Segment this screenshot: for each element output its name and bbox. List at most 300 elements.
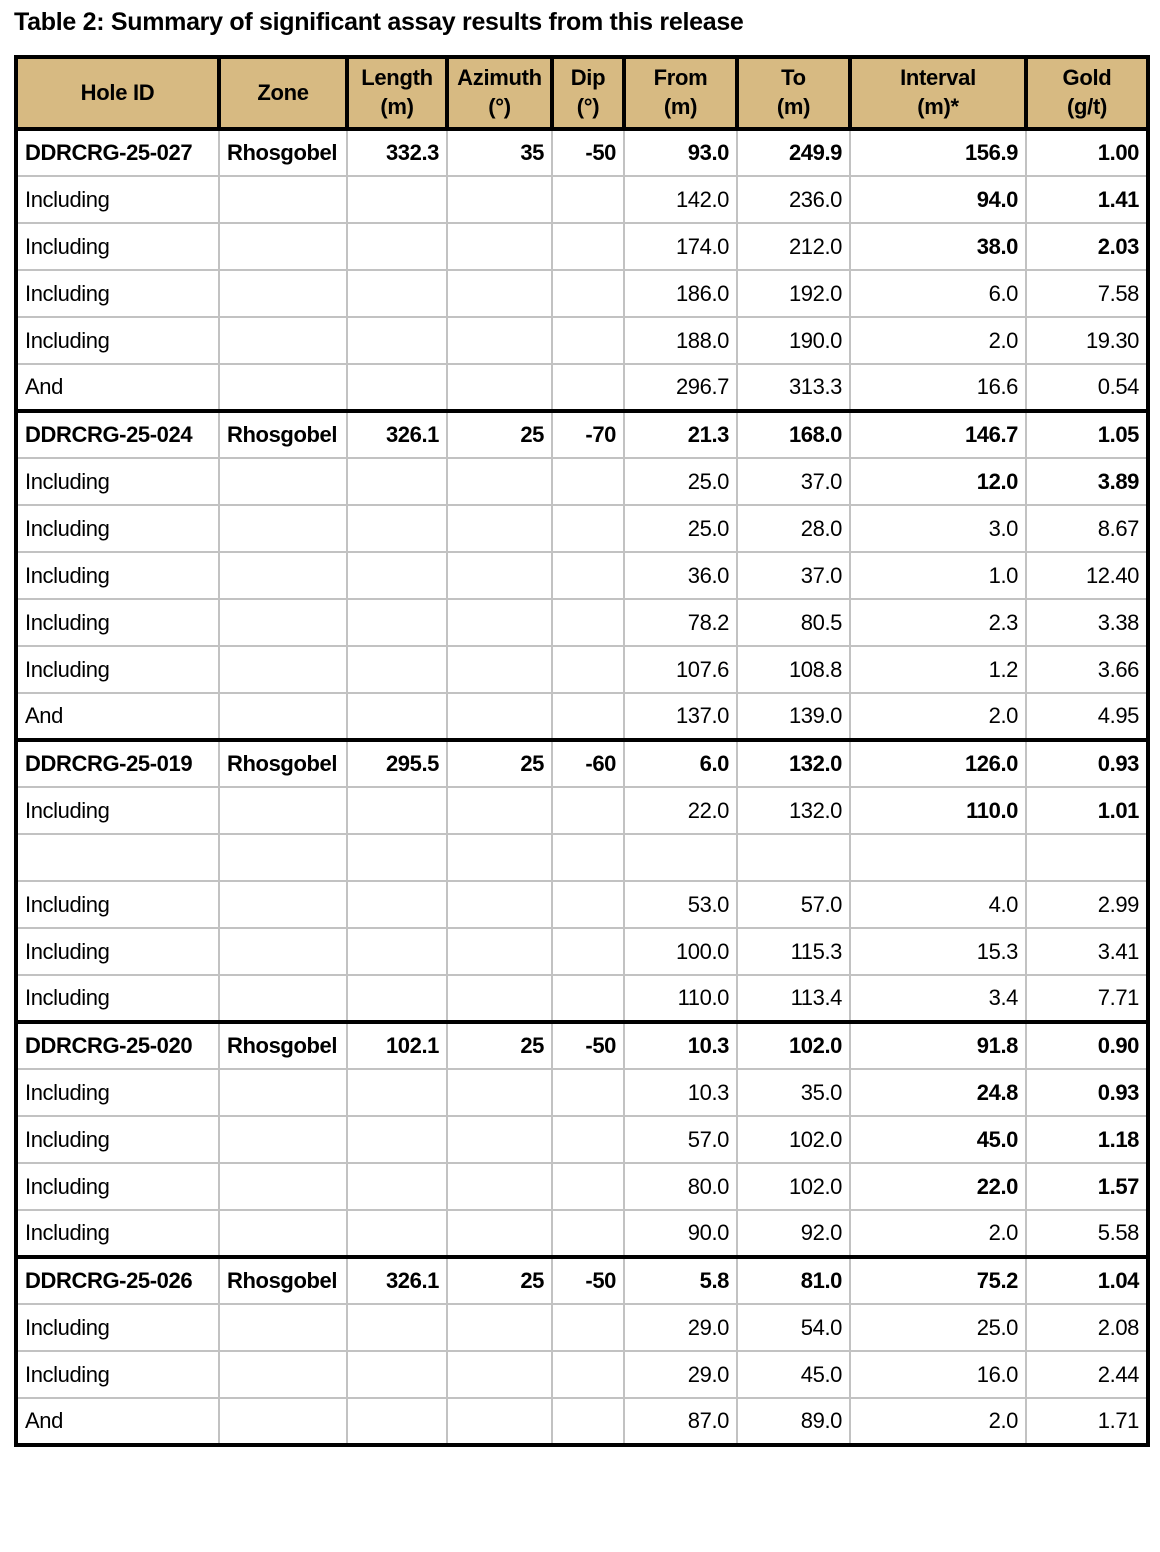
column-header-dip bbox=[552, 57, 624, 129]
cell-hole-id: Including bbox=[16, 505, 219, 552]
header-row bbox=[16, 57, 1148, 129]
cell-length bbox=[347, 1163, 447, 1210]
column-header-label: Dip bbox=[570, 65, 606, 91]
cell-to: 37.0 bbox=[737, 552, 850, 599]
cell-interval: 146.7 bbox=[850, 411, 1026, 458]
interval-row bbox=[16, 928, 1148, 975]
column-header-length bbox=[347, 57, 447, 129]
cell-to: 212.0 bbox=[737, 223, 850, 270]
cell-interval: 2.0 bbox=[850, 1210, 1026, 1257]
cell-gold: 12.40 bbox=[1026, 552, 1148, 599]
cell-zone bbox=[219, 1351, 347, 1398]
cell-azimuth bbox=[447, 552, 552, 599]
cell-hole-id: DDRCRG-25-027 bbox=[16, 129, 219, 176]
cell-to: 89.0 bbox=[737, 1398, 850, 1445]
cell-zone: Rhosgobel bbox=[219, 411, 347, 458]
interval-row bbox=[16, 881, 1148, 928]
interval-row bbox=[16, 1210, 1148, 1257]
interval-row bbox=[16, 975, 1148, 1022]
cell-from: 36.0 bbox=[624, 552, 737, 599]
cell-azimuth bbox=[447, 928, 552, 975]
cell-interval: 156.9 bbox=[850, 129, 1026, 176]
cell-hole-id: Including bbox=[16, 317, 219, 364]
cell-gold: 3.66 bbox=[1026, 646, 1148, 693]
cell-interval: 15.3 bbox=[850, 928, 1026, 975]
cell-length bbox=[347, 1398, 447, 1445]
cell-from: 25.0 bbox=[624, 458, 737, 505]
cell-to: 92.0 bbox=[737, 1210, 850, 1257]
cell-azimuth bbox=[447, 364, 552, 411]
cell-interval: 3.4 bbox=[850, 975, 1026, 1022]
column-header-zone bbox=[219, 57, 347, 129]
cell-length bbox=[347, 364, 447, 411]
cell-from: 53.0 bbox=[624, 881, 737, 928]
interval-row bbox=[16, 693, 1148, 740]
cell-azimuth bbox=[447, 646, 552, 693]
cell-dip bbox=[552, 223, 624, 270]
interval-row bbox=[16, 176, 1148, 223]
cell-from: 10.3 bbox=[624, 1022, 737, 1069]
cell-zone: Rhosgobel bbox=[219, 129, 347, 176]
interval-row bbox=[16, 223, 1148, 270]
cell-from: 22.0 bbox=[624, 787, 737, 834]
cell-gold: 2.44 bbox=[1026, 1351, 1148, 1398]
cell-to: 236.0 bbox=[737, 176, 850, 223]
cell-from: 5.8 bbox=[624, 1257, 737, 1304]
interval-row bbox=[16, 1163, 1148, 1210]
cell-zone bbox=[219, 1069, 347, 1116]
cell-from: 110.0 bbox=[624, 975, 737, 1022]
cell-to: 45.0 bbox=[737, 1351, 850, 1398]
column-header-unit: (m) bbox=[776, 94, 811, 119]
cell-zone: Rhosgobel bbox=[219, 1022, 347, 1069]
cell-interval: 25.0 bbox=[850, 1304, 1026, 1351]
cell-interval: 110.0 bbox=[850, 787, 1026, 834]
cell-interval: 12.0 bbox=[850, 458, 1026, 505]
hole-row bbox=[16, 740, 1148, 787]
cell-gold bbox=[1026, 834, 1148, 881]
cell-zone bbox=[219, 928, 347, 975]
cell-to: 192.0 bbox=[737, 270, 850, 317]
cell-azimuth bbox=[447, 1069, 552, 1116]
column-header-unit: (m)* bbox=[917, 94, 959, 119]
cell-length bbox=[347, 223, 447, 270]
cell-length bbox=[347, 317, 447, 364]
cell-hole-id: Including bbox=[16, 270, 219, 317]
cell-dip bbox=[552, 552, 624, 599]
cell-gold: 0.93 bbox=[1026, 1069, 1148, 1116]
cell-interval: 1.0 bbox=[850, 552, 1026, 599]
column-header-unit: (m) bbox=[380, 94, 414, 119]
cell-from: 90.0 bbox=[624, 1210, 737, 1257]
table-header bbox=[16, 57, 1148, 129]
interval-row bbox=[16, 1351, 1148, 1398]
cell-to: 28.0 bbox=[737, 505, 850, 552]
cell-length bbox=[347, 787, 447, 834]
cell-from: 29.0 bbox=[624, 1304, 737, 1351]
cell-hole-id: DDRCRG-25-019 bbox=[16, 740, 219, 787]
cell-interval: 22.0 bbox=[850, 1163, 1026, 1210]
cell-zone bbox=[219, 1163, 347, 1210]
cell-azimuth bbox=[447, 317, 552, 364]
cell-to: 81.0 bbox=[737, 1257, 850, 1304]
cell-hole-id: Including bbox=[16, 176, 219, 223]
cell-to: 113.4 bbox=[737, 975, 850, 1022]
cell-from: 21.3 bbox=[624, 411, 737, 458]
cell-from: 100.0 bbox=[624, 928, 737, 975]
interval-row bbox=[16, 599, 1148, 646]
cell-length bbox=[347, 176, 447, 223]
cell-hole-id: Including bbox=[16, 1210, 219, 1257]
table-body bbox=[16, 129, 1148, 1445]
cell-to bbox=[737, 834, 850, 881]
column-header-from bbox=[624, 57, 737, 129]
cell-to: 132.0 bbox=[737, 787, 850, 834]
cell-gold: 1.41 bbox=[1026, 176, 1148, 223]
cell-zone bbox=[219, 317, 347, 364]
cell-interval: 2.0 bbox=[850, 1398, 1026, 1445]
column-header-label: Interval bbox=[900, 65, 976, 91]
cell-to: 54.0 bbox=[737, 1304, 850, 1351]
cell-hole-id: Including bbox=[16, 1116, 219, 1163]
cell-to: 102.0 bbox=[737, 1116, 850, 1163]
cell-length bbox=[347, 1351, 447, 1398]
cell-azimuth bbox=[447, 975, 552, 1022]
cell-hole-id: Including bbox=[16, 1069, 219, 1116]
cell-interval: 38.0 bbox=[850, 223, 1026, 270]
cell-interval: 1.2 bbox=[850, 646, 1026, 693]
cell-dip bbox=[552, 787, 624, 834]
cell-dip bbox=[552, 1304, 624, 1351]
cell-gold: 8.67 bbox=[1026, 505, 1148, 552]
column-header-label: To bbox=[781, 65, 806, 91]
cell-from: 10.3 bbox=[624, 1069, 737, 1116]
cell-hole-id: Including bbox=[16, 1351, 219, 1398]
cell-interval: 45.0 bbox=[850, 1116, 1026, 1163]
cell-from: 107.6 bbox=[624, 646, 737, 693]
cell-hole-id: DDRCRG-25-026 bbox=[16, 1257, 219, 1304]
cell-to: 35.0 bbox=[737, 1069, 850, 1116]
cell-zone bbox=[219, 693, 347, 740]
cell-interval: 16.6 bbox=[850, 364, 1026, 411]
cell-interval: 2.3 bbox=[850, 599, 1026, 646]
cell-dip bbox=[552, 881, 624, 928]
cell-gold: 1.01 bbox=[1026, 787, 1148, 834]
cell-from: 93.0 bbox=[624, 129, 737, 176]
cell-dip bbox=[552, 1116, 624, 1163]
empty-row bbox=[16, 834, 1148, 881]
cell-hole-id: Including bbox=[16, 599, 219, 646]
cell-interval bbox=[850, 834, 1026, 881]
cell-azimuth bbox=[447, 1116, 552, 1163]
interval-row bbox=[16, 1116, 1148, 1163]
cell-gold: 7.71 bbox=[1026, 975, 1148, 1022]
cell-gold: 3.41 bbox=[1026, 928, 1148, 975]
cell-length bbox=[347, 1210, 447, 1257]
cell-dip: -70 bbox=[552, 411, 624, 458]
cell-interval: 24.8 bbox=[850, 1069, 1026, 1116]
cell-gold: 2.03 bbox=[1026, 223, 1148, 270]
cell-zone bbox=[219, 1116, 347, 1163]
cell-hole-id: And bbox=[16, 1398, 219, 1445]
cell-gold: 0.54 bbox=[1026, 364, 1148, 411]
cell-zone bbox=[219, 223, 347, 270]
cell-dip bbox=[552, 270, 624, 317]
cell-gold: 19.30 bbox=[1026, 317, 1148, 364]
interval-row bbox=[16, 317, 1148, 364]
cell-azimuth bbox=[447, 1304, 552, 1351]
cell-zone bbox=[219, 458, 347, 505]
cell-dip bbox=[552, 505, 624, 552]
cell-hole-id: DDRCRG-25-020 bbox=[16, 1022, 219, 1069]
cell-dip: -60 bbox=[552, 740, 624, 787]
cell-from bbox=[624, 834, 737, 881]
cell-from: 78.2 bbox=[624, 599, 737, 646]
cell-gold: 2.08 bbox=[1026, 1304, 1148, 1351]
column-header-label: Gold bbox=[1062, 65, 1112, 91]
cell-length bbox=[347, 599, 447, 646]
cell-from: 29.0 bbox=[624, 1351, 737, 1398]
cell-dip bbox=[552, 176, 624, 223]
cell-from: 188.0 bbox=[624, 317, 737, 364]
cell-to: 132.0 bbox=[737, 740, 850, 787]
cell-length bbox=[347, 693, 447, 740]
cell-length: 295.5 bbox=[347, 740, 447, 787]
cell-zone bbox=[219, 364, 347, 411]
cell-gold: 5.58 bbox=[1026, 1210, 1148, 1257]
column-header-interval bbox=[850, 57, 1026, 129]
interval-row bbox=[16, 646, 1148, 693]
column-header-gold bbox=[1026, 57, 1148, 129]
cell-gold: 1.71 bbox=[1026, 1398, 1148, 1445]
cell-to: 168.0 bbox=[737, 411, 850, 458]
cell-length bbox=[347, 1116, 447, 1163]
cell-hole-id: And bbox=[16, 364, 219, 411]
cell-dip bbox=[552, 599, 624, 646]
interval-row bbox=[16, 364, 1148, 411]
cell-dip bbox=[552, 975, 624, 1022]
column-header-unit: (°) bbox=[576, 94, 600, 119]
cell-zone bbox=[219, 599, 347, 646]
cell-to: 249.9 bbox=[737, 129, 850, 176]
column-header-label: Zone bbox=[257, 79, 309, 105]
cell-dip: -50 bbox=[552, 1022, 624, 1069]
cell-hole-id: DDRCRG-25-024 bbox=[16, 411, 219, 458]
cell-dip bbox=[552, 834, 624, 881]
cell-to: 37.0 bbox=[737, 458, 850, 505]
cell-azimuth bbox=[447, 693, 552, 740]
interval-row bbox=[16, 1069, 1148, 1116]
cell-zone bbox=[219, 834, 347, 881]
cell-gold: 1.00 bbox=[1026, 129, 1148, 176]
cell-azimuth: 25 bbox=[447, 740, 552, 787]
cell-dip bbox=[552, 1351, 624, 1398]
column-header-label: Azimuth bbox=[457, 65, 542, 91]
cell-hole-id: Including bbox=[16, 1163, 219, 1210]
cell-to: 190.0 bbox=[737, 317, 850, 364]
cell-interval: 75.2 bbox=[850, 1257, 1026, 1304]
cell-zone: Rhosgobel bbox=[219, 1257, 347, 1304]
cell-dip bbox=[552, 646, 624, 693]
cell-hole-id: Including bbox=[16, 881, 219, 928]
cell-hole-id: And bbox=[16, 693, 219, 740]
column-header-label: Hole ID bbox=[80, 79, 155, 105]
cell-dip bbox=[552, 317, 624, 364]
interval-row bbox=[16, 270, 1148, 317]
cell-to: 57.0 bbox=[737, 881, 850, 928]
cell-azimuth bbox=[447, 1398, 552, 1445]
cell-interval: 4.0 bbox=[850, 881, 1026, 928]
table-title: Table 2: Summary of significant assay results from this release bbox=[14, 8, 744, 36]
cell-dip bbox=[552, 1398, 624, 1445]
cell-to: 102.0 bbox=[737, 1022, 850, 1069]
cell-to: 313.3 bbox=[737, 364, 850, 411]
interval-row bbox=[16, 1304, 1148, 1351]
cell-azimuth bbox=[447, 505, 552, 552]
cell-from: 186.0 bbox=[624, 270, 737, 317]
cell-dip: -50 bbox=[552, 129, 624, 176]
cell-length bbox=[347, 270, 447, 317]
cell-length bbox=[347, 881, 447, 928]
cell-azimuth bbox=[447, 787, 552, 834]
cell-azimuth bbox=[447, 834, 552, 881]
cell-from: 142.0 bbox=[624, 176, 737, 223]
cell-dip bbox=[552, 1069, 624, 1116]
cell-dip bbox=[552, 693, 624, 740]
cell-length bbox=[347, 834, 447, 881]
cell-length bbox=[347, 505, 447, 552]
cell-dip: -50 bbox=[552, 1257, 624, 1304]
cell-interval: 6.0 bbox=[850, 270, 1026, 317]
cell-zone: Rhosgobel bbox=[219, 740, 347, 787]
cell-length bbox=[347, 975, 447, 1022]
cell-zone bbox=[219, 975, 347, 1022]
cell-azimuth bbox=[447, 176, 552, 223]
hole-row bbox=[16, 129, 1148, 176]
cell-zone bbox=[219, 270, 347, 317]
cell-from: 296.7 bbox=[624, 364, 737, 411]
cell-length bbox=[347, 928, 447, 975]
assay-results-table bbox=[14, 55, 1150, 1447]
cell-azimuth bbox=[447, 1210, 552, 1257]
cell-azimuth bbox=[447, 881, 552, 928]
cell-to: 139.0 bbox=[737, 693, 850, 740]
cell-azimuth bbox=[447, 270, 552, 317]
cell-gold: 1.05 bbox=[1026, 411, 1148, 458]
interval-row bbox=[16, 458, 1148, 505]
cell-to: 108.8 bbox=[737, 646, 850, 693]
cell-gold: 0.93 bbox=[1026, 740, 1148, 787]
cell-azimuth: 25 bbox=[447, 1022, 552, 1069]
cell-from: 174.0 bbox=[624, 223, 737, 270]
cell-gold: 3.89 bbox=[1026, 458, 1148, 505]
cell-to: 102.0 bbox=[737, 1163, 850, 1210]
cell-gold: 4.95 bbox=[1026, 693, 1148, 740]
column-header-unit: (m) bbox=[663, 94, 698, 119]
column-header-unit: (°) bbox=[488, 94, 511, 119]
cell-gold: 2.99 bbox=[1026, 881, 1148, 928]
hole-row bbox=[16, 411, 1148, 458]
cell-zone bbox=[219, 881, 347, 928]
cell-zone bbox=[219, 787, 347, 834]
cell-zone bbox=[219, 1210, 347, 1257]
cell-azimuth bbox=[447, 599, 552, 646]
column-header-label: Length bbox=[361, 65, 433, 91]
cell-hole-id: Including bbox=[16, 646, 219, 693]
cell-from: 87.0 bbox=[624, 1398, 737, 1445]
cell-dip bbox=[552, 1210, 624, 1257]
cell-length bbox=[347, 458, 447, 505]
cell-azimuth bbox=[447, 223, 552, 270]
cell-azimuth: 25 bbox=[447, 411, 552, 458]
hole-row bbox=[16, 1257, 1148, 1304]
column-header-unit: (g/t) bbox=[1066, 94, 1108, 119]
cell-hole-id: Including bbox=[16, 928, 219, 975]
column-header-hole bbox=[16, 57, 219, 129]
cell-length: 332.3 bbox=[347, 129, 447, 176]
cell-zone bbox=[219, 1304, 347, 1351]
cell-dip bbox=[552, 1163, 624, 1210]
cell-gold: 7.58 bbox=[1026, 270, 1148, 317]
cell-gold: 3.38 bbox=[1026, 599, 1148, 646]
column-header-label: From bbox=[653, 65, 708, 91]
cell-gold: 1.18 bbox=[1026, 1116, 1148, 1163]
cell-from: 25.0 bbox=[624, 505, 737, 552]
cell-length bbox=[347, 646, 447, 693]
cell-from: 6.0 bbox=[624, 740, 737, 787]
cell-azimuth bbox=[447, 1163, 552, 1210]
cell-gold: 1.57 bbox=[1026, 1163, 1148, 1210]
cell-interval: 126.0 bbox=[850, 740, 1026, 787]
cell-dip bbox=[552, 928, 624, 975]
cell-zone bbox=[219, 1398, 347, 1445]
cell-dip bbox=[552, 364, 624, 411]
hole-row bbox=[16, 1022, 1148, 1069]
cell-hole-id: Including bbox=[16, 552, 219, 599]
cell-interval: 2.0 bbox=[850, 317, 1026, 364]
interval-row bbox=[16, 505, 1148, 552]
cell-hole-id bbox=[16, 834, 219, 881]
cell-length bbox=[347, 1069, 447, 1116]
cell-interval: 2.0 bbox=[850, 693, 1026, 740]
cell-azimuth: 35 bbox=[447, 129, 552, 176]
cell-hole-id: Including bbox=[16, 458, 219, 505]
cell-interval: 16.0 bbox=[850, 1351, 1026, 1398]
cell-hole-id: Including bbox=[16, 975, 219, 1022]
cell-from: 137.0 bbox=[624, 693, 737, 740]
cell-zone bbox=[219, 505, 347, 552]
cell-azimuth: 25 bbox=[447, 1257, 552, 1304]
cell-interval: 91.8 bbox=[850, 1022, 1026, 1069]
interval-row bbox=[16, 787, 1148, 834]
cell-interval: 94.0 bbox=[850, 176, 1026, 223]
cell-interval: 3.0 bbox=[850, 505, 1026, 552]
cell-dip bbox=[552, 458, 624, 505]
cell-zone bbox=[219, 552, 347, 599]
cell-gold: 0.90 bbox=[1026, 1022, 1148, 1069]
interval-row bbox=[16, 552, 1148, 599]
cell-length: 326.1 bbox=[347, 1257, 447, 1304]
cell-length bbox=[347, 1304, 447, 1351]
cell-from: 57.0 bbox=[624, 1116, 737, 1163]
cell-zone bbox=[219, 176, 347, 223]
cell-to: 80.5 bbox=[737, 599, 850, 646]
cell-length: 326.1 bbox=[347, 411, 447, 458]
cell-azimuth bbox=[447, 1351, 552, 1398]
cell-from: 80.0 bbox=[624, 1163, 737, 1210]
column-header-to bbox=[737, 57, 850, 129]
cell-hole-id: Including bbox=[16, 1304, 219, 1351]
